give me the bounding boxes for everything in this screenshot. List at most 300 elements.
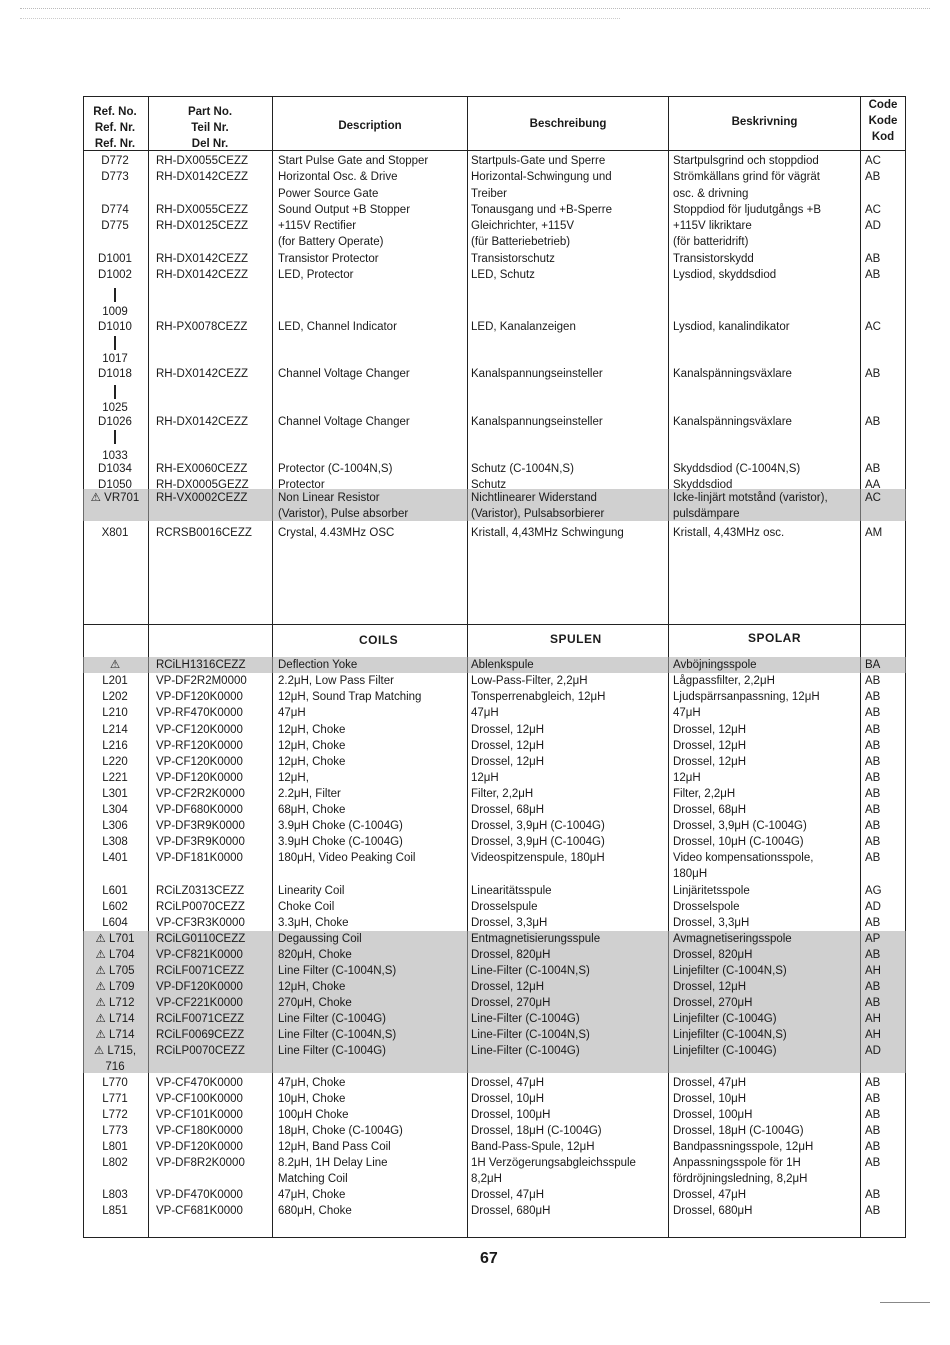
code-cell: AC [865, 204, 881, 216]
beskrivning-cell: fördröjningsledning, 8,2μH [673, 1173, 808, 1185]
part-no-cell: RH-DX0142CEZZ [156, 253, 249, 265]
ref-cell: L202 [102, 691, 128, 703]
description-cell: Choke Coil [278, 901, 335, 913]
part-no-cell: RCiLH1316CEZZ [156, 659, 246, 671]
description-cell: 47μH [278, 707, 306, 719]
ref-cell: 716 [105, 1061, 125, 1073]
code-cell: AB [865, 981, 881, 993]
beskrivning-cell: pulsdämpare [673, 508, 740, 520]
code-cell: AB [865, 1093, 881, 1105]
description-cell: 2.2μH, Filter [278, 788, 341, 800]
code-cell: AB [865, 1125, 881, 1137]
beskrivning-cell: Startpulsgrind och stoppdiod [673, 155, 819, 167]
ref-cell: L771 [102, 1093, 128, 1105]
part-no-cell: VP-DF470K0000 [156, 1189, 243, 1201]
beschreibung-cell: Drossel, 10μH [471, 1093, 545, 1105]
beskrivning-cell: Icke-linjärt motstånd (varistor), [673, 492, 828, 504]
ref-cell: ⚠ VR701 [90, 492, 140, 504]
beschreibung-cell: Entmagnetisierungsspule [471, 933, 601, 945]
beschreibung-cell: Filter, 2,2μH [471, 788, 534, 800]
beskrivning-cell: 180μH [673, 868, 708, 880]
ref-cell: 1025 [102, 402, 128, 414]
beskrivning-cell: Drossel, 12μH [673, 724, 747, 736]
code-cell: AH [865, 1013, 881, 1025]
beskrivning-cell: Drossel, 100μH [673, 1109, 753, 1121]
ref-cell: D773 [101, 171, 129, 183]
part-no-cell: VP-CF221K0000 [156, 997, 243, 1009]
beschreibung-cell: Drossel, 12μH [471, 756, 545, 768]
description-cell: Deflection Yoke [278, 659, 358, 671]
beskrivning-cell: Skyddsdiod [673, 479, 733, 491]
part-no-cell: VP-CF681K0000 [156, 1205, 243, 1217]
beschreibung-cell: Drossel, 820μH [471, 949, 551, 961]
ref-cell: 1033 [102, 450, 128, 462]
description-cell: 180μH, Video Peaking Coil [278, 852, 416, 864]
beskrivning-cell: Avmagnetiseringsspole [673, 933, 792, 945]
beskrivning-cell: osc. & drivning [673, 188, 749, 200]
beskrivning-cell: Linjefilter (C-1004G) [673, 1045, 777, 1057]
beschreibung-cell: Transistorschutz [471, 253, 555, 265]
description-cell: 680μH, Choke [278, 1205, 352, 1217]
ref-cell: 1009 [102, 306, 128, 318]
beskrivning-cell: Lågpassfilter, 2,2μH [673, 675, 775, 687]
part-no-cell: RH-DX0055CEZZ [156, 204, 249, 216]
ref-cell: L220 [102, 756, 128, 768]
beskrivning-cell: Drossel, 12μH [673, 740, 747, 752]
part-no-cell: RCiLF0071CEZZ [156, 1013, 245, 1025]
description-cell: 12μH, Sound Trap Matching [278, 691, 422, 703]
beschreibung-cell: Drossel, 18μH (C-1004G) [471, 1125, 602, 1137]
beskrivning-cell: Anpassningsspole för 1H [673, 1157, 801, 1169]
part-no-cell: RH-VX0002CEZZ [156, 492, 248, 504]
description-cell: 12μH, Choke [278, 981, 346, 993]
part-no-cell: VP-DF120K0000 [156, 691, 243, 703]
beskrivning-cell: Kristall, 4,43MHz osc. [673, 527, 785, 539]
code-cell: AB [865, 416, 881, 428]
beskrivning-cell: Drossel, 270μH [673, 997, 753, 1009]
ref-cell: L601 [102, 885, 128, 897]
beschreibung-cell: Line-Filter (C-1004N,S) [471, 1029, 590, 1041]
beskrivning-cell: Linjefilter (C-1004N,S) [673, 965, 787, 977]
ref-cell: ⚠ L709 [95, 981, 135, 993]
description-cell: Protector (C-1004N,S) [278, 463, 393, 475]
code-cell: AB [865, 949, 881, 961]
code-cell: AC [865, 321, 881, 333]
part-no-cell: VP-CF821K0000 [156, 949, 243, 961]
beschreibung-cell: Drosselspule [471, 901, 538, 913]
ref-cell: L802 [102, 1157, 128, 1169]
ref-cell: 1017 [102, 353, 128, 365]
beskrivning-cell: Drossel, 680μH [673, 1205, 753, 1217]
code-cell: AP [865, 933, 881, 945]
beschreibung-cell: Linearitätsspule [471, 885, 552, 897]
code-cell: AB [865, 756, 881, 768]
part-no-cell: VP-CF470K0000 [156, 1077, 243, 1089]
part-no-cell: VP-CF120K0000 [156, 724, 243, 736]
code-cell: AB [865, 1205, 881, 1217]
code-cell: AB [865, 1157, 881, 1169]
beschreibung-cell: Drossel, 47μH [471, 1077, 545, 1089]
beschreibung-cell: Videospitzenspule, 180μH [471, 852, 605, 864]
beschreibung-cell: Startpuls-Gate und Sperre [471, 155, 606, 167]
part-no-cell: VP-RF120K0000 [156, 740, 243, 752]
code-cell: AB [865, 1077, 881, 1089]
description-cell: 12μH, Choke [278, 756, 346, 768]
beskrivning-cell: Drossel, 820μH [673, 949, 753, 961]
beschreibung-cell: Horizontal-Schwingung und [471, 171, 612, 183]
beskrivning-cell: Kanalspänningsväxlare [673, 416, 792, 428]
description-cell: 820μH, Choke [278, 949, 352, 961]
beskrivning-cell: Drossel, 12μH [673, 981, 747, 993]
beschreibung-cell: Tonausgang und +B-Sperre [471, 204, 612, 216]
part-no-cell: RCRSB0016CEZZ [156, 527, 252, 539]
part-no-cell: RH-DX0142CEZZ [156, 416, 249, 428]
code-cell: AB [865, 788, 881, 800]
part-no-cell: VP-CF101K0000 [156, 1109, 243, 1121]
beskrivning-cell: Drossel, 47μH [673, 1077, 747, 1089]
header-code: Code Kode Kod [868, 99, 898, 143]
beschreibung-cell: Drossel, 12μH [471, 724, 545, 736]
beschreibung-cell: Line-Filter (C-1004N,S) [471, 965, 590, 977]
description-cell: Crystal, 4.43MHz OSC [278, 527, 395, 539]
beschreibung-cell: 1H Verzögerungsabgleichsspule [471, 1157, 636, 1169]
part-no-cell: RH-PX0078CEZZ [156, 321, 248, 333]
description-cell: Protector [278, 479, 325, 491]
beschreibung-cell: 47μH [471, 707, 499, 719]
beskrivning-cell: Drossel, 10μH [673, 1093, 747, 1105]
part-no-cell: VP-CF3R3K0000 [156, 917, 245, 929]
ref-cell: ⚠ L701 [95, 933, 135, 945]
ref-cell: D1050 [98, 479, 132, 491]
part-no-cell: RH-DX0142CEZZ [156, 269, 249, 281]
page-number: 67 [480, 1250, 498, 1267]
ref-cell: L803 [102, 1189, 128, 1201]
beskrivning-cell: Drossel, 3,9μH (C-1004G) [673, 820, 807, 832]
description-cell: 18μH, Choke (C-1004G) [278, 1125, 403, 1137]
description-cell: Transistor Protector [278, 253, 379, 265]
ref-cell: L602 [102, 901, 128, 913]
ref-cell: L304 [102, 804, 128, 816]
code-cell: AB [865, 852, 881, 864]
part-no-cell: VP-CF120K0000 [156, 756, 243, 768]
part-no-cell: RH-DX0142CEZZ [156, 171, 249, 183]
beskrivning-cell: Video kompensationsspole, [673, 852, 814, 864]
code-cell: AB [865, 1141, 881, 1153]
code-cell: AB [865, 269, 881, 281]
section-rule [83, 624, 906, 625]
description-cell: Line Filter (C-1004N,S) [278, 1029, 397, 1041]
description-cell: 12μH, [278, 772, 309, 784]
beschreibung-cell: Ablenkspule [471, 659, 534, 671]
description-cell: 8.2μH, 1H Delay Line [278, 1157, 388, 1169]
beschreibung-cell: LED, Schutz [471, 269, 535, 281]
part-no-cell: RH-DX0142CEZZ [156, 368, 249, 380]
beskrivning-cell: Bandpassningsspole, 12μH [673, 1141, 814, 1153]
code-cell: AD [865, 220, 881, 232]
part-no-cell: RH-DX0055CEZZ [156, 155, 249, 167]
beschreibung-cell: Drossel, 68μH [471, 804, 545, 816]
ref-cell: D775 [101, 220, 129, 232]
description-cell: Degaussing Coil [278, 933, 362, 945]
beskrivning-cell: Drossel, 3,3μH [673, 917, 750, 929]
ref-cell: L801 [102, 1141, 128, 1153]
description-cell: 2.2μH, Low Pass Filter [278, 675, 394, 687]
beskrivning-cell: Drossel, 47μH [673, 1189, 747, 1201]
beskrivning-cell: +115V likriktare [673, 220, 752, 232]
beschreibung-cell: Drossel, 3,3μH [471, 917, 548, 929]
code-cell: AD [865, 1045, 881, 1057]
ref-cell: D1034 [98, 463, 132, 475]
part-no-cell: VP-DF120K0000 [156, 772, 243, 784]
beschreibung-cell: Drossel, 680μH [471, 1205, 551, 1217]
ref-cell: L770 [102, 1077, 128, 1089]
ref-cell: D1002 [98, 269, 132, 281]
beschreibung-cell: Drossel, 3,9μH (C-1004G) [471, 836, 605, 848]
code-cell: BA [865, 659, 881, 671]
beschreibung-cell: Treiber [471, 188, 507, 200]
beschreibung-cell: Line-Filter (C-1004G) [471, 1045, 580, 1057]
ref-cell: ⚠ L714 [95, 1029, 135, 1041]
ref-cell: L306 [102, 820, 128, 832]
description-cell: 100μH Choke [278, 1109, 349, 1121]
ref-cell: D1010 [98, 321, 132, 333]
beschreibung-cell: Drossel, 100μH [471, 1109, 551, 1121]
description-cell: 270μH, Choke [278, 997, 352, 1009]
ref-cell: X801 [101, 527, 129, 539]
description-cell: 12μH, Band Pass Coil [278, 1141, 391, 1153]
beschreibung-cell: Drossel, 12μH [471, 981, 545, 993]
code-cell: AB [865, 368, 881, 380]
range-marker [114, 288, 116, 302]
beskrivning-cell: Lysdiod, skyddsdiod [673, 269, 777, 281]
code-cell: AB [865, 707, 881, 719]
code-cell: AB [865, 1189, 881, 1201]
part-no-cell: VP-DF181K0000 [156, 852, 243, 864]
code-cell: AB [865, 804, 881, 816]
code-cell: AB [865, 1109, 881, 1121]
description-cell: (for Battery Operate) [278, 236, 384, 248]
part-no-cell: VP-DF120K0000 [156, 1141, 243, 1153]
code-cell: AM [865, 527, 883, 539]
ref-cell: D1026 [98, 416, 132, 428]
description-cell: Start Pulse Gate and Stopper [278, 155, 429, 167]
description-cell: 47μH, Choke [278, 1077, 346, 1089]
part-no-cell: RCiLP0070CEZZ [156, 1045, 245, 1057]
header-part-no: Part No. Teil Nr. Del Nr. [187, 106, 233, 150]
description-cell: Linearity Coil [278, 885, 345, 897]
ref-cell: D1001 [98, 253, 132, 265]
beskrivning-cell: Kanalspänningsväxlare [673, 368, 792, 380]
ref-cell: ⚠ L705 [95, 965, 135, 977]
ref-cell: ⚠ L714 [95, 1013, 135, 1025]
part-no-cell: VP-DF680K0000 [156, 804, 243, 816]
description-cell: 47μH, Choke [278, 1189, 346, 1201]
part-no-cell: VP-CF2R2K0000 [156, 788, 245, 800]
section-coils-sv: SPOLAR [748, 631, 802, 645]
description-cell: Sound Output +B Stopper [278, 204, 411, 216]
part-no-cell: RCiLP0070CEZZ [156, 901, 245, 913]
header-description: Description [338, 120, 402, 132]
beskrivning-cell: Linjefilter (C-1004N,S) [673, 1029, 787, 1041]
description-cell: 3.9μH Choke (C-1004G) [278, 836, 403, 848]
code-cell: AH [865, 1029, 881, 1041]
code-cell: AA [865, 479, 881, 491]
beskrivning-cell: 47μH [673, 707, 701, 719]
part-no-cell: RH-DX0125CEZZ [156, 220, 249, 232]
ref-cell: L201 [102, 675, 128, 687]
header-ref: Ref. No. Ref. Nr. Ref. Nr. [93, 106, 137, 150]
beskrivning-cell: Strömkällans grind för vägrät [673, 171, 821, 183]
description-cell: Matching Coil [278, 1173, 348, 1185]
code-cell: AB [865, 772, 881, 784]
range-marker [114, 385, 116, 399]
section-coils-de: SPULEN [550, 632, 602, 646]
part-no-cell: VP-DF8R2K0000 [156, 1157, 245, 1169]
section-coils-en: COILS [359, 633, 399, 647]
description-cell: +115V Rectifier [278, 220, 357, 232]
description-cell: Line Filter (C-1004G) [278, 1013, 387, 1025]
description-cell: Channel Voltage Changer [278, 416, 410, 428]
header-beschreibung: Beschreibung [529, 118, 607, 130]
part-no-cell: RH-EX0060CEZZ [156, 463, 248, 475]
ref-cell: ⚠ L704 [95, 949, 135, 961]
beschreibung-cell: (für Batteriebetrieb) [471, 236, 571, 248]
part-no-cell: VP-DF3R9K0000 [156, 820, 245, 832]
beskrivning-cell: Avböjningsspole [673, 659, 757, 671]
beskrivning-cell: Drossel, 68μH [673, 804, 747, 816]
code-cell: AB [865, 691, 881, 703]
description-cell: Line Filter (C-1004N,S) [278, 965, 397, 977]
beschreibung-cell: Kanalspannungseinsteller [471, 416, 603, 428]
beskrivning-cell: Ljudspärrsanpassning, 12μH [673, 691, 820, 703]
ref-cell: D774 [101, 204, 129, 216]
code-cell: AB [865, 463, 881, 475]
beskrivning-cell: Drossel, 10μH (C-1004G) [673, 836, 804, 848]
beskrivning-cell: Transistorskydd [673, 253, 754, 265]
beskrivning-cell: 12μH [673, 772, 701, 784]
part-no-cell: RCiLZ0313CEZZ [156, 885, 245, 897]
description-cell: Line Filter (C-1004G) [278, 1045, 387, 1057]
part-no-cell: VP-DF2R2M0000 [156, 675, 247, 687]
ref-cell: L221 [102, 772, 128, 784]
header-beskrivning: Beskrivning [731, 116, 798, 128]
beskrivning-cell: Linjäritetsspole [673, 885, 750, 897]
description-cell: 12μH, Choke [278, 740, 346, 752]
part-no-cell: VP-DF120K0000 [156, 981, 243, 993]
code-cell: AC [865, 492, 881, 504]
ref-cell: L851 [102, 1205, 128, 1217]
beschreibung-cell: Band-Pass-Spule, 12μH [471, 1141, 595, 1153]
beschreibung-cell: Kristall, 4,43MHz Schwingung [471, 527, 624, 539]
beschreibung-cell: LED, Kanalanzeigen [471, 321, 576, 333]
scan-edge-bottom [880, 1302, 930, 1303]
description-cell: Horizontal Osc. & Drive [278, 171, 398, 183]
beskrivning-cell: Linjefilter (C-1004G) [673, 1013, 777, 1025]
code-cell: AB [865, 997, 881, 1009]
code-cell: AB [865, 724, 881, 736]
range-marker [114, 336, 116, 350]
beskrivning-cell: Lysdiod, kanalindikator [673, 321, 790, 333]
beschreibung-cell: Drossel, 3,9μH (C-1004G) [471, 820, 605, 832]
code-cell: AB [865, 836, 881, 848]
beschreibung-cell: Drossel, 270μH [471, 997, 551, 1009]
beschreibung-cell: 12μH [471, 772, 499, 784]
code-cell: AB [865, 171, 881, 183]
ref-cell: L301 [102, 788, 128, 800]
code-cell: AB [865, 253, 881, 265]
description-cell: 3.9μH Choke (C-1004G) [278, 820, 403, 832]
part-no-cell: VP-CF180K0000 [156, 1125, 243, 1137]
code-cell: AB [865, 740, 881, 752]
code-cell: AB [865, 675, 881, 687]
beschreibung-cell: Nichtlinearer Widerstand [471, 492, 597, 504]
beschreibung-cell: Low-Pass-Filter, 2,2μH [471, 675, 588, 687]
part-no-cell: RCiLF0069CEZZ [156, 1029, 245, 1041]
beschreibung-cell: 8,2μH [471, 1173, 502, 1185]
ref-cell: L401 [102, 852, 128, 864]
ref-cell: D772 [101, 155, 129, 167]
range-marker [114, 430, 116, 444]
beschreibung-cell: Schutz (C-1004N,S) [471, 463, 574, 475]
beskrivning-cell: Drossel, 18μH (C-1004G) [673, 1125, 804, 1137]
beskrivning-cell: Filter, 2,2μH [673, 788, 736, 800]
ref-cell: ⚠ L712 [95, 997, 135, 1009]
part-no-cell: RCiLG0110CEZZ [156, 933, 246, 945]
beschreibung-cell: Drossel, 12μH [471, 740, 545, 752]
description-cell: 3.3μH, Choke [278, 917, 349, 929]
description-cell: Power Source Gate [278, 188, 379, 200]
ref-cell: ⚠ L715, [93, 1045, 137, 1057]
code-cell: AB [865, 820, 881, 832]
beschreibung-cell: Kanalspannungseinsteller [471, 368, 603, 380]
ref-cell: L772 [102, 1109, 128, 1121]
beskrivning-cell: Drossel, 12μH [673, 756, 747, 768]
ref-cell: L308 [102, 836, 128, 848]
description-cell: 68μH, Choke [278, 804, 346, 816]
description-cell: 12μH, Choke [278, 724, 346, 736]
description-cell: LED, Protector [278, 269, 354, 281]
scan-edge-line [20, 18, 620, 19]
description-cell: LED, Channel Indicator [278, 321, 397, 333]
beskrivning-cell: Skyddsdiod (C-1004N,S) [673, 463, 801, 475]
ref-cell: L216 [102, 740, 128, 752]
ref-cell: L773 [102, 1125, 128, 1137]
part-no-cell: RH-DX0005GEZZ [156, 479, 249, 491]
beschreibung-cell: Gleichrichter, +115V [471, 220, 575, 232]
code-cell: AH [865, 965, 881, 977]
beskrivning-cell: Drosselspole [673, 901, 740, 913]
ref-cell: L214 [102, 724, 128, 736]
code-cell: AB [865, 917, 881, 929]
beschreibung-cell: Line-Filter (C-1004G) [471, 1013, 580, 1025]
part-no-cell: VP-DF3R9K0000 [156, 836, 245, 848]
description-cell: (Varistor), Pulse absorber [278, 508, 409, 520]
ref-cell: D1018 [98, 368, 132, 380]
beskrivning-cell: (för batteridrift) [673, 236, 749, 248]
beschreibung-cell: Tonsperrenabgleich, 12μH [471, 691, 606, 703]
beschreibung-cell: (Varistor), Pulsabsorbierer [471, 508, 605, 520]
part-no-cell: VP-CF100K0000 [156, 1093, 243, 1105]
code-cell: AG [865, 885, 882, 897]
description-cell: Non Linear Resistor [278, 492, 380, 504]
beschreibung-cell: Schutz [471, 479, 507, 491]
description-cell: 10μH, Choke [278, 1093, 346, 1105]
beschreibung-cell: Drossel, 47μH [471, 1189, 545, 1201]
ref-cell: ⚠ [109, 659, 121, 671]
description-cell: Channel Voltage Changer [278, 368, 410, 380]
part-no-cell: VP-RF470K0000 [156, 707, 243, 719]
beskrivning-cell: Stoppdiod för ljudutgångs +B [673, 204, 822, 216]
